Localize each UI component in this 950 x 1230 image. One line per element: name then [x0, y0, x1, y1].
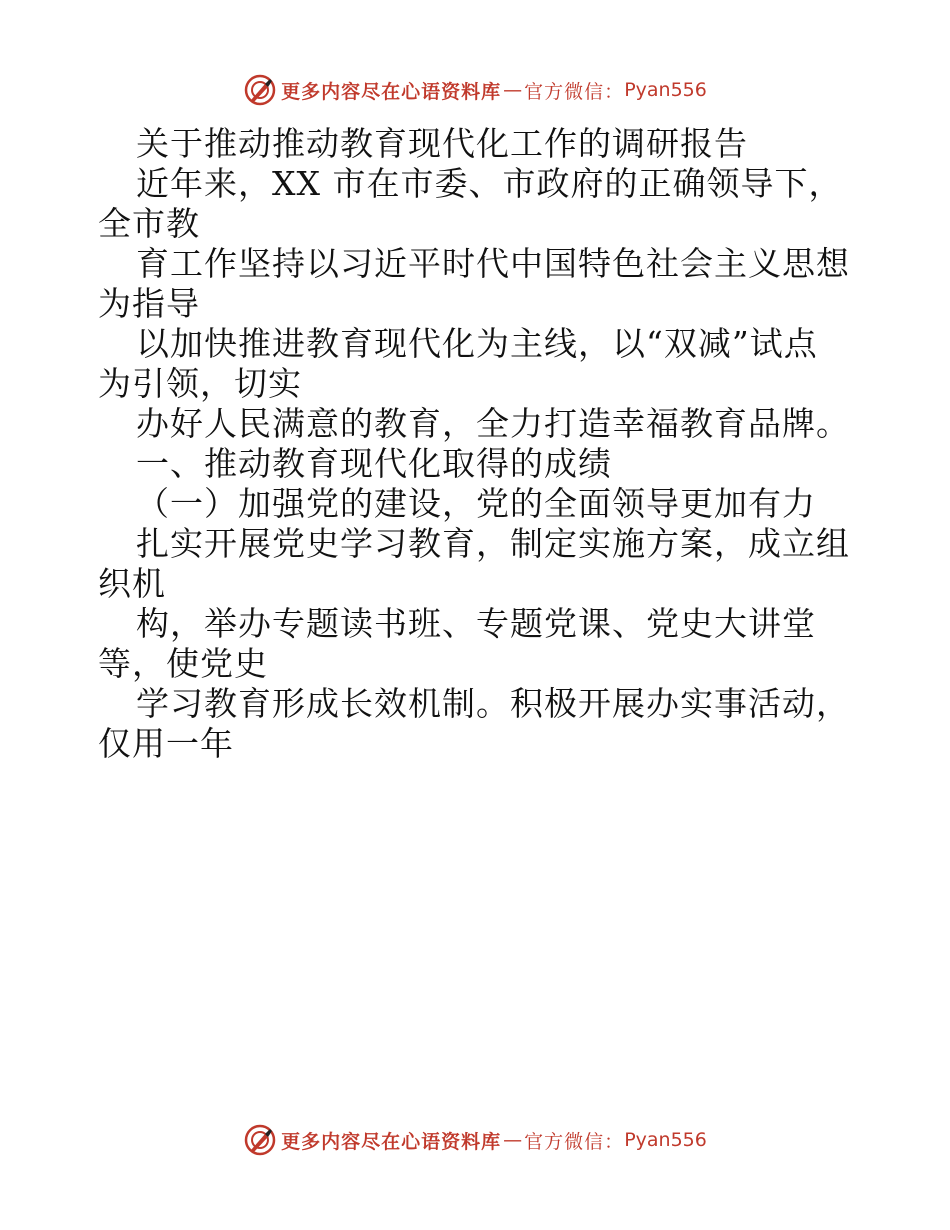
- section-heading: 一、推动教育现代化取得的成绩: [136, 444, 612, 483]
- text-line: 关于推动推动教育现代化工作的调研报告: [136, 124, 748, 163]
- header-watermark-banner: [0, 70, 950, 110]
- banner-contact-id: Pyan556: [624, 79, 707, 101]
- pen-logo-icon: [243, 1123, 277, 1157]
- text-line: 以加快推进教育现代化为主线，以“双减”试点: [136, 324, 818, 363]
- text-line: 办好人民满意的教育，全力打造幸福教育品牌。: [136, 404, 850, 443]
- text-line: 构，举办专题读书班、专题党课、党史大讲堂: [136, 604, 816, 643]
- subsection-heading: （一）加强党的建设，党的全面领导更加有力: [136, 484, 816, 523]
- text-line: 为指导: [98, 284, 200, 323]
- pen-logo-icon: [243, 73, 277, 107]
- text-line: 近年来，XX 市在市委、市政府的正确领导下，: [136, 164, 843, 203]
- text-line: 仅用一年: [98, 724, 234, 763]
- banner-dash: —: [503, 79, 523, 101]
- text-line: 育工作坚持以习近平时代中国特色社会主义思想: [136, 244, 850, 283]
- document-body: [98, 124, 858, 764]
- banner-contact-label: 官方微信：: [524, 80, 625, 103]
- text-line: 为引领，切实: [98, 364, 302, 403]
- text-line: 全市教: [98, 204, 200, 243]
- footer-watermark-banner: [0, 1120, 950, 1160]
- text-line: 学习教育形成长效机制。积极开展办实事活动，: [136, 684, 850, 723]
- banner-brand-text: 更多内容尽在心语资料库: [281, 1130, 502, 1153]
- text-line: 织机: [98, 564, 166, 603]
- banner-contact-id: Pyan556: [624, 1129, 707, 1151]
- text-line: 扎实开展党史学习教育，制定实施方案，成立组: [136, 524, 850, 563]
- text-line: 等，使党史: [98, 644, 268, 683]
- banner-brand-text: 更多内容尽在心语资料库: [281, 80, 502, 103]
- banner-dash: —: [503, 1129, 523, 1151]
- banner-contact-label: 官方微信：: [524, 1130, 625, 1153]
